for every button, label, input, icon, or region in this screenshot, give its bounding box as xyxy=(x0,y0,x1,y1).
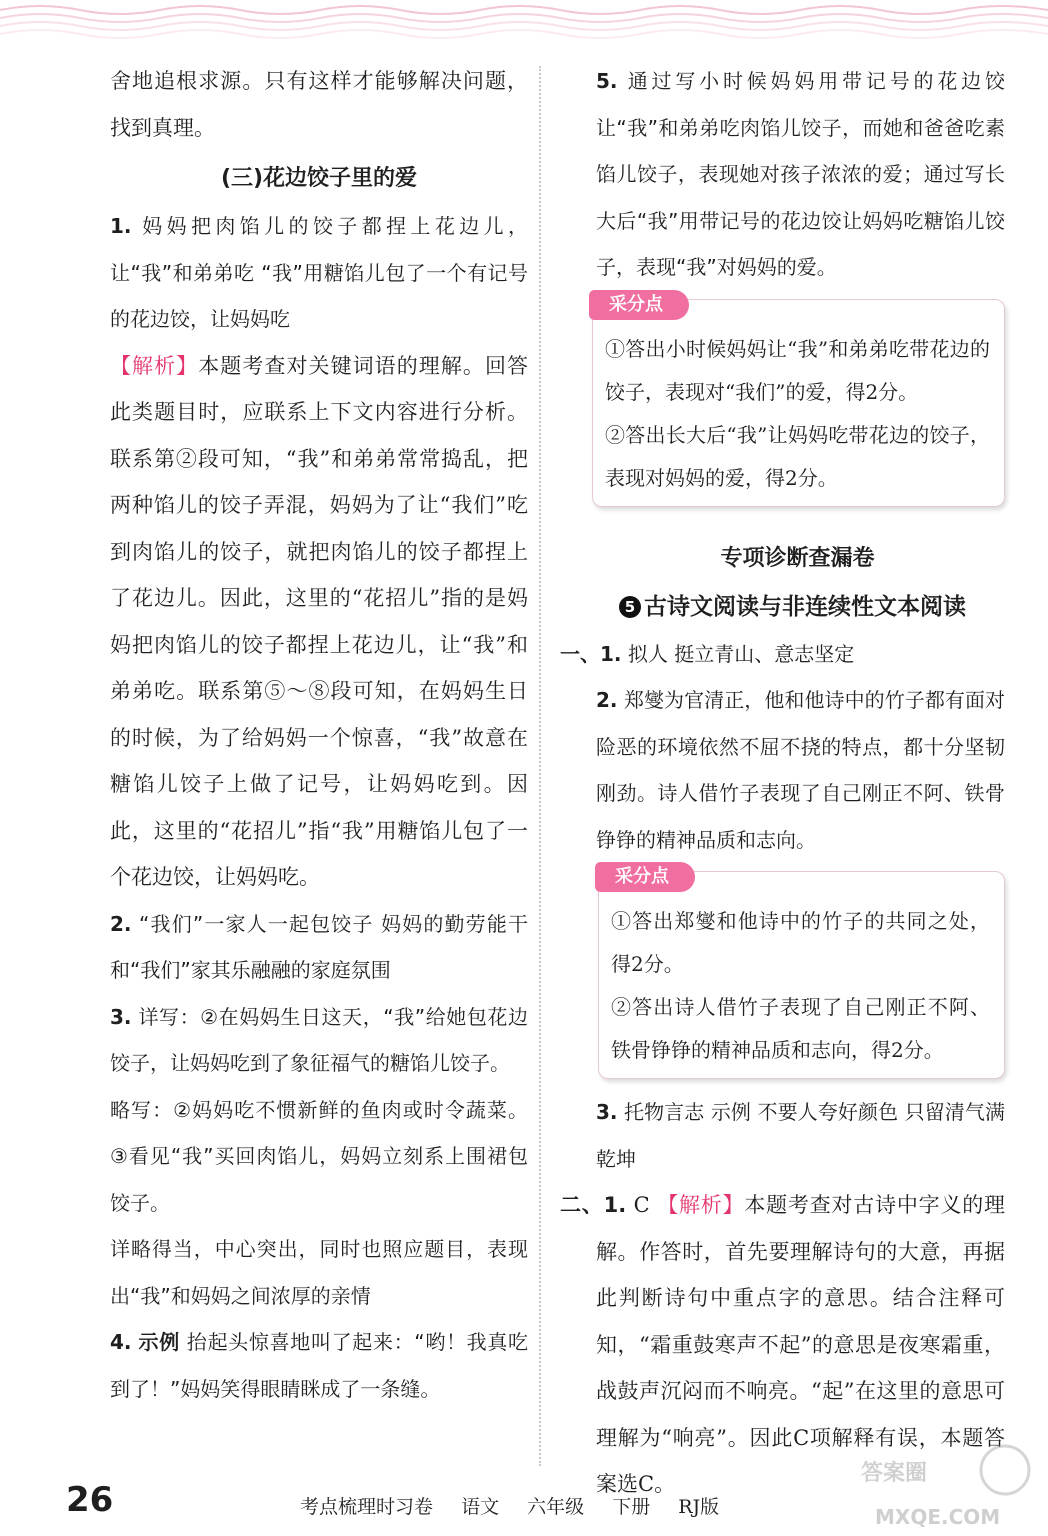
scoring-point: ②答出诗人借竹子表现了自己刚正不阿、铁骨铮铮的精神品质和志向，得2分。 xyxy=(611,995,990,1062)
footer-grade: 六年级 xyxy=(527,1496,585,1518)
answer-3-brief: 略写：②妈妈吃不惯新鲜的鱼肉或时令蔬菜。 ③看见“我”买回肉馅儿，妈妈立刻系上围裙包饺子。 xyxy=(110,1097,528,1215)
part-1-answer-2 xyxy=(560,677,1005,863)
page-number: 26 xyxy=(66,1480,114,1520)
footer-volume: 下册 xyxy=(612,1496,651,1518)
answer-text: 通过写小时候妈妈用带记号的花边饺让“我”和弟弟吃肉馅儿饺子，而她和爸爸吃素馅儿饺子，表现她对孩子浓浓的爱；通过写长大后“我”用带记号的花边饺让妈妈吃糖馅儿饺子，表现“我”对妈妈的爱。 xyxy=(596,69,1006,279)
question-number: 1. xyxy=(110,214,132,238)
answer-choice: C xyxy=(633,1193,650,1217)
part-label: 二、 xyxy=(560,1193,604,1217)
intro-text: 舍地追根求源。只有这样才能够解决问题，找到真理。 xyxy=(110,69,528,140)
watermark-line-2: MXQE.COM xyxy=(875,1505,1001,1529)
question-number: 4. xyxy=(110,1330,132,1354)
answer-1 xyxy=(110,203,528,343)
answer-3-summary: 详略得当，中心突出，同时也照应题目，表现出“我”和妈妈之间浓厚的亲情 xyxy=(110,1237,528,1308)
answer-text: 抬起头惊喜地叫了起来：“哟！我真吃到了！”妈妈笑得眼睛眯成了一条缝。 xyxy=(110,1330,528,1401)
question-number: 5. xyxy=(596,69,618,93)
footer-book-title: 考点梳理时习卷 xyxy=(300,1496,434,1518)
answer-text: 详写：②在妈妈生日这天，“我”给她包花边饺子，让妈妈吃到了象征福气的糖馅儿饺子。 xyxy=(110,1004,529,1075)
part-1-answer-1 xyxy=(560,631,1005,678)
unit-number-badge: 5 xyxy=(619,596,641,618)
footer-book-info xyxy=(300,1492,741,1519)
scoring-point: ①答出郑燮和他诗中的竹子的共同之处，得2分。 xyxy=(611,909,990,976)
question-number: 2. xyxy=(110,911,132,936)
unit-title xyxy=(560,583,1005,631)
unit-title-text: 古诗文阅读与非连续性文本阅读 xyxy=(644,593,966,620)
analysis-tag: 【解析】 xyxy=(657,1193,745,1217)
scoring-point: ①答出小时候妈妈让“我”和弟弟吃带花边的饺子，表现对“我们”的爱，得2分。 xyxy=(605,336,990,404)
scoring-points-box xyxy=(592,293,1005,507)
right-column xyxy=(560,58,1005,1508)
answer-text: 拟人 挺立青山、意志坚定 xyxy=(627,641,855,666)
question-number: 3. xyxy=(596,1100,618,1124)
question-number: 1. xyxy=(603,1193,627,1217)
part-1-answer-3 xyxy=(560,1089,1005,1182)
scoring-points-tag: 采分点 xyxy=(595,862,695,892)
section-3-title: (三)花边饺子里的爱 xyxy=(220,166,418,191)
analysis-text: 本题考查对关键词语的理解。回答此类题目时，应联系上下文内容进行分析。联系第②段可知，“我”和弟弟常常捣乱，把两种馅儿的饺子弄混，妈妈为了让“我们”吃到肉馅儿的饺子，就把肉馅儿的饺子都捏上了花边儿。因此，这里的“花招儿”指的是妈妈把肉馅儿的饺子都捏上花边儿，让“我”和弟弟吃。联系第⑤～⑧段可知，在妈妈生日的时候，为了给妈妈一个惊喜，“我”故意在糖馅儿饺子上做了记号，让妈妈吃到。因此，这里的“花招儿”指“我”用糖馅儿包了一个花边饺，让妈妈吃。 xyxy=(110,353,529,889)
watermark-line-1: 答案圈 xyxy=(861,1461,928,1486)
left-column xyxy=(110,58,528,1412)
exam-title: 专项诊断查漏卷 xyxy=(720,545,875,571)
question-number: 3. xyxy=(110,1004,132,1029)
footer-subject: 语文 xyxy=(461,1496,500,1518)
decorative-top-band xyxy=(0,0,1048,44)
scoring-points-box xyxy=(598,866,1005,1079)
question-number: 2. xyxy=(596,688,618,712)
analysis-tag: 【解析】 xyxy=(110,353,199,378)
answer-3-detail xyxy=(110,994,528,1087)
answer-text: “我们”一家人一起包饺子 妈妈的勤劳能干和“我们”家其乐融融的家庭氛围 xyxy=(110,911,528,982)
footer-edition: RJ版 xyxy=(678,1496,720,1518)
answer-text: 妈妈把肉馅儿的饺子都捏上花边儿，让“我”和弟弟吃 “我”用糖馅儿包了一个有记号的花边饺，让妈妈吃 xyxy=(110,214,529,331)
scoring-point: ②答出长大后“我”让妈妈吃带花边的饺子，表现对妈妈的爱，得2分。 xyxy=(605,422,990,490)
scoring-points-tag: 采分点 xyxy=(589,290,689,320)
part-label: 一、 xyxy=(560,641,600,666)
page-footer xyxy=(0,1480,1048,1528)
answer-2 xyxy=(110,901,528,994)
analysis-text: 本题考查对古诗中字义的理解。作答时，首先要理解诗句的大意，再据此判断诗句中重点字的意思。结合注释可知，“霜重鼓寒声不起”的意思是夜寒霜重，战鼓声沉闷而不响亮。“起”在这里的意思可理解为“响亮”。因此C项解释有误，本题答案选C。 xyxy=(596,1193,1005,1496)
answer-5 xyxy=(560,58,1005,291)
answer-4 xyxy=(110,1319,528,1412)
analysis-1 xyxy=(110,343,528,901)
column-divider xyxy=(539,66,541,1466)
answer-text: 郑燮为官清正，他和他诗中的竹子都有面对险恶的环境依然不屈不挠的特点，都十分坚韧刚劲。诗人借竹子表现了自己刚正不阿、铁骨铮铮的精神品质和志向。 xyxy=(596,688,1006,852)
answer-text: 托物言志 示例 不要人夸好颜色 只留清气满乾坤 xyxy=(596,1100,1006,1171)
question-number: 1. xyxy=(600,641,622,666)
example-label: 示例 xyxy=(138,1330,180,1354)
